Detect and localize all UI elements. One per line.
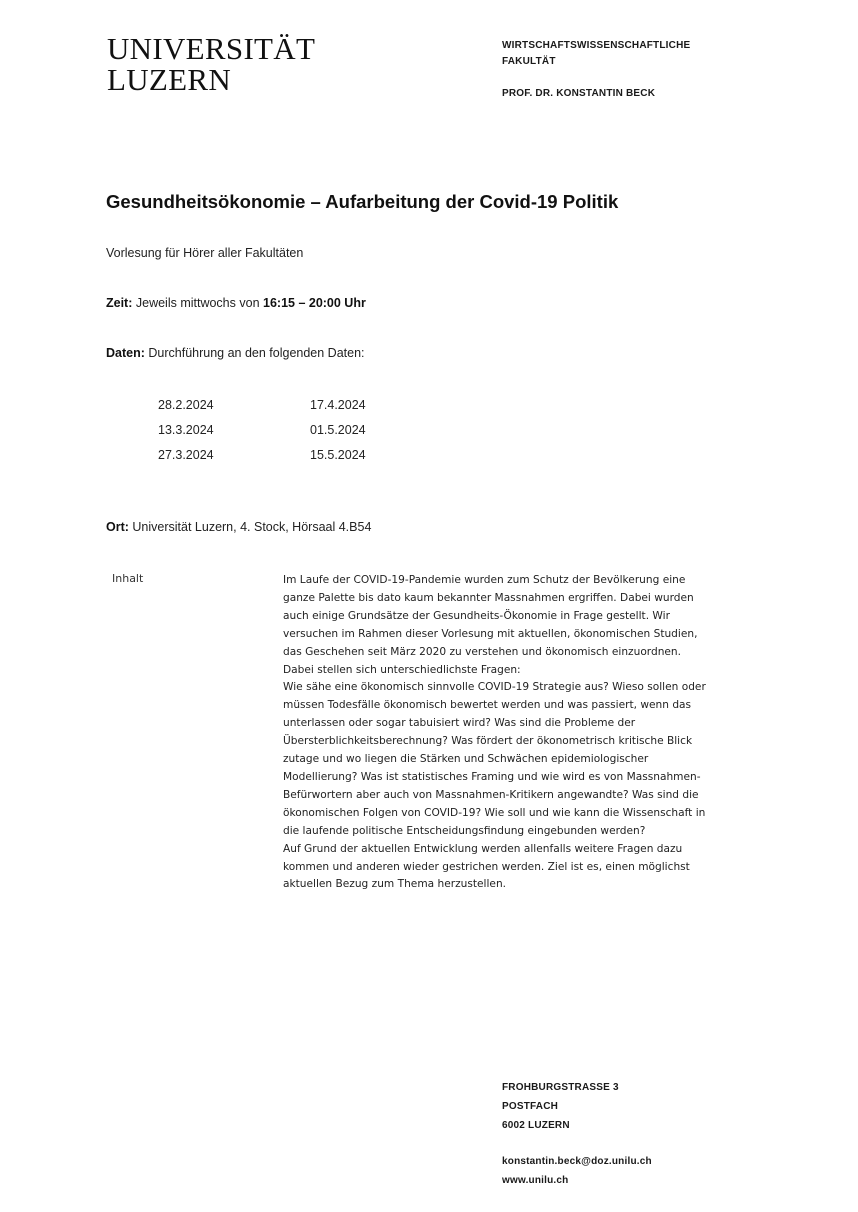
inhalt-line: zutage und wo liegen die Stärken und Schwächen epidemiologischer	[283, 753, 649, 766]
date-cell: 27.3.2024	[158, 448, 214, 462]
inhalt-line: müssen Todesfälle ökonomisch bewertet werden und was passiert, wenn das	[283, 699, 692, 712]
dates-row	[158, 446, 366, 471]
ort-text: Universität Luzern, 4. Stock, Hörsaal 4.B54	[128, 520, 372, 534]
logo-line-2: LUZERN	[107, 62, 232, 97]
zeit-line	[106, 296, 366, 310]
footer-street: FROHBURGSTRASSE 3	[502, 1082, 619, 1093]
inhalt-line: Dabei stellen sich unterschiedlichste Fragen:	[283, 663, 521, 676]
footer-website-link[interactable]: www.unilu.ch	[502, 1175, 569, 1186]
inhalt-line: aktuellen Bezug zum Thema herzustellen.	[283, 878, 507, 891]
inhalt-line: Im Laufe der COVID-19-Pandemie wurden zum Schutz der Bevölkerung eine	[283, 574, 686, 586]
daten-line	[106, 346, 365, 360]
date-cell: 13.3.2024	[158, 423, 214, 437]
inhalt-label: Inhalt	[112, 572, 144, 585]
inhalt-line: Modellierung? Was ist statistisches Framing und wie wird es von Massnahmen-	[283, 770, 701, 783]
footer-postbox: POSTFACH	[502, 1101, 559, 1112]
subtitle: Vorlesung für Hörer aller Fakultäten	[106, 246, 304, 260]
inhalt-line: ökonomischen Folgen von COVID-19? Wie soll und wie kann die Wissenschaft in	[283, 806, 706, 819]
inhalt-line: Befürwortern aber auch von Massnahmen-Kritikern angewandte? Was sind die	[283, 788, 699, 801]
header-faculty-block	[502, 38, 690, 102]
inhalt-line: unterlassen oder sogar tabuisiert wird? Was sind die Probleme der	[283, 717, 636, 730]
footer-city: 6002 LUZERN	[502, 1120, 570, 1131]
dates-table	[158, 396, 366, 471]
inhalt-line: Wie sähe eine ökonomisch sinnvolle COVID-19 Strategie aus? Wieso sollen oder	[283, 681, 706, 694]
date-cell: 01.5.2024	[310, 423, 366, 437]
inhalt-line: kommen und anderen wieder gestrichen werden. Ziel ist es, einen möglichst	[283, 860, 690, 873]
date-cell: 28.2.2024	[158, 398, 214, 412]
university-logo	[107, 33, 315, 95]
dates-row	[158, 396, 366, 421]
ort-label: Ort:	[106, 520, 129, 534]
inhalt-line: die laufende politische Entscheidungsfindung eingebunden werden?	[283, 824, 646, 837]
faculty-line-1: WIRTSCHAFTSWISSENSCHAFTLICHE	[502, 40, 691, 51]
faculty-line-2: FAKULTÄT	[502, 56, 556, 67]
zeit-text: Jeweils mittwochs von	[132, 296, 263, 310]
footer-email-link[interactable]: konstantin.beck@doz.unilu.ch	[502, 1156, 652, 1167]
inhalt-line: Auf Grund der aktuellen Entwicklung werden allenfalls weitere Fragen dazu	[283, 842, 683, 855]
inhalt-line: auch einige Grundsätze der Gesundheits-Ökonomie in Frage gestellt. Wir	[283, 609, 670, 622]
inhalt-line: Übersterblichkeitsberechnung? Was fördert der ökonometrisch kritische Blick	[283, 735, 693, 748]
logo-line-1: UNIVERSITÄT	[107, 31, 316, 66]
inhalt-body	[283, 572, 758, 894]
inhalt-line: ganze Palette bis dato kaum bekannter Massnahmen ergriffen. Dabei wurden	[283, 591, 694, 604]
zeit-time: 16:15 – 20:00 Uhr	[263, 296, 366, 310]
page-title: Gesundheitsökonomie – Aufarbeitung der Covid-19 Politik	[106, 191, 619, 212]
dates-row	[158, 421, 366, 446]
daten-label: Daten:	[106, 346, 145, 360]
ort-line	[106, 520, 371, 534]
zeit-label: Zeit:	[106, 296, 133, 310]
inhalt-line: das Geschehen seit März 2020 zu verstehen und ökonomisch einzuordnen.	[283, 645, 682, 658]
footer-address	[502, 1078, 652, 1190]
daten-text: Durchführung an den folgenden Daten:	[144, 346, 365, 360]
date-cell: 17.4.2024	[310, 398, 366, 412]
professor-name: PROF. DR. KONSTANTIN BECK	[502, 88, 656, 99]
date-cell: 15.5.2024	[310, 448, 366, 462]
inhalt-line: versuchen im Rahmen dieser Vorlesung mit aktuellen, ökonomischen Studien,	[283, 627, 698, 640]
